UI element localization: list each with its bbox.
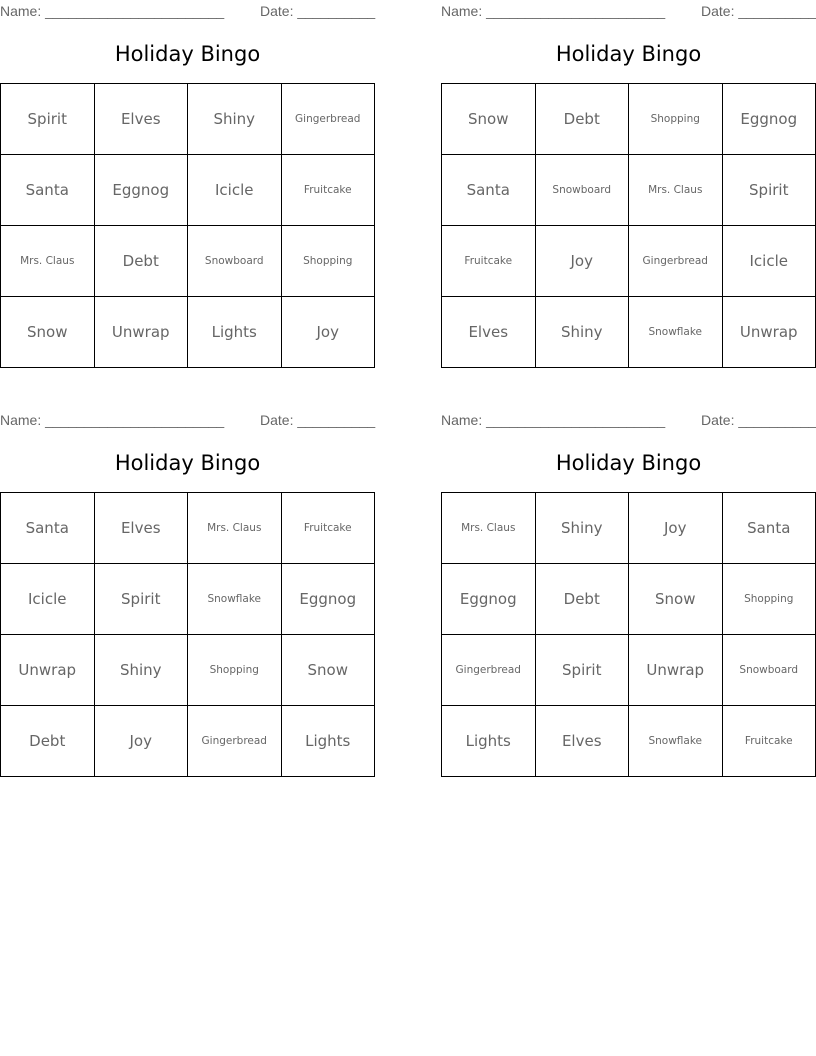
date-field: Date: __________ [701, 3, 816, 19]
grid-cell: Lights [442, 706, 536, 777]
grid-row [442, 635, 816, 706]
grid-row [1, 155, 375, 226]
grid-row [1, 635, 375, 706]
grid-cell: Debt [94, 226, 188, 297]
grid-cell: Santa [1, 493, 95, 564]
date-field: Date: __________ [260, 3, 376, 19]
grid-row [1, 564, 375, 635]
grid-cell: Debt [535, 564, 629, 635]
grid-row [1, 493, 375, 564]
grid-cell: Icicle [188, 155, 282, 226]
grid-row [442, 564, 816, 635]
grid-cell: Mrs. Claus [188, 493, 282, 564]
grid-cell: Unwrap [1, 635, 95, 706]
card-title: Holiday Bingo [114, 42, 261, 66]
grid-cell: Fruitcake [722, 706, 816, 777]
grid-cell: Shopping [722, 564, 816, 635]
grid-cell: Eggnog [281, 564, 375, 635]
name-field: Name: _______________________ [441, 3, 666, 19]
grid-cell: Lights [188, 297, 282, 368]
card-title: Holiday Bingo [114, 451, 261, 475]
card-header [441, 0, 816, 20]
grid-cell: Elves [94, 84, 188, 155]
grid-cell: Snowboard [722, 635, 816, 706]
grid-cell: Mrs. Claus [1, 226, 95, 297]
grid-row [442, 297, 816, 368]
grid-cell: Spirit [722, 155, 816, 226]
grid-cell: Gingerbread [281, 84, 375, 155]
grid-cell: Elves [94, 493, 188, 564]
card-header [0, 0, 375, 20]
grid-cell: Eggnog [94, 155, 188, 226]
grid-cell: Shopping [281, 226, 375, 297]
grid-cell: Snow [1, 297, 95, 368]
date-field: Date: __________ [260, 412, 376, 428]
grid-cell: Unwrap [722, 297, 816, 368]
card-header [441, 409, 816, 429]
card-header [0, 409, 375, 429]
grid-cell: Elves [535, 706, 629, 777]
grid-cell: Shiny [94, 635, 188, 706]
bingo-grid [441, 492, 816, 777]
bingo-grid [0, 492, 375, 777]
grid-cell: Unwrap [629, 635, 723, 706]
grid-cell: Snowflake [629, 706, 723, 777]
grid-cell: Shiny [535, 493, 629, 564]
grid-row [442, 155, 816, 226]
grid-row [442, 706, 816, 777]
grid-cell: Debt [535, 84, 629, 155]
grid-cell: Joy [281, 297, 375, 368]
grid-row [442, 493, 816, 564]
grid-row [442, 84, 816, 155]
grid-row [1, 706, 375, 777]
grid-cell: Elves [442, 297, 536, 368]
grid-cell: Snow [442, 84, 536, 155]
grid-cell: Snow [629, 564, 723, 635]
grid-cell: Mrs. Claus [442, 493, 536, 564]
grid-cell: Fruitcake [442, 226, 536, 297]
grid-cell: Debt [1, 706, 95, 777]
name-field: Name: _______________________ [441, 412, 666, 428]
grid-cell: Santa [722, 493, 816, 564]
grid-cell: Snowflake [629, 297, 723, 368]
date-field: Date: __________ [701, 412, 816, 428]
grid-cell: Icicle [1, 564, 95, 635]
grid-row [1, 297, 375, 368]
grid-cell: Shopping [629, 84, 723, 155]
grid-cell: Snowboard [535, 155, 629, 226]
grid-cell: Santa [1, 155, 95, 226]
bingo-grid [0, 83, 375, 368]
grid-row [442, 226, 816, 297]
grid-cell: Joy [629, 493, 723, 564]
grid-cell: Joy [94, 706, 188, 777]
card-title: Holiday Bingo [555, 42, 702, 66]
grid-cell: Shiny [535, 297, 629, 368]
grid-cell: Fruitcake [281, 493, 375, 564]
grid-cell: Fruitcake [281, 155, 375, 226]
grid-cell: Eggnog [442, 564, 536, 635]
grid-cell: Spirit [1, 84, 95, 155]
grid-cell: Shiny [188, 84, 282, 155]
grid-row [1, 84, 375, 155]
grid-cell: Snowflake [188, 564, 282, 635]
grid-cell: Spirit [94, 564, 188, 635]
name-field: Name: _______________________ [0, 412, 225, 428]
grid-cell: Gingerbread [188, 706, 282, 777]
grid-cell: Mrs. Claus [629, 155, 723, 226]
grid-cell: Santa [442, 155, 536, 226]
name-field: Name: _______________________ [0, 3, 225, 19]
grid-cell: Snowboard [188, 226, 282, 297]
grid-cell: Joy [535, 226, 629, 297]
grid-cell: Gingerbread [442, 635, 536, 706]
grid-row [1, 226, 375, 297]
grid-cell: Spirit [535, 635, 629, 706]
grid-cell: Unwrap [94, 297, 188, 368]
bingo-grid [441, 83, 816, 368]
grid-cell: Gingerbread [629, 226, 723, 297]
grid-cell: Eggnog [722, 84, 816, 155]
grid-cell: Shopping [188, 635, 282, 706]
card-title: Holiday Bingo [555, 451, 702, 475]
grid-cell: Icicle [722, 226, 816, 297]
grid-cell: Lights [281, 706, 375, 777]
grid-cell: Snow [281, 635, 375, 706]
